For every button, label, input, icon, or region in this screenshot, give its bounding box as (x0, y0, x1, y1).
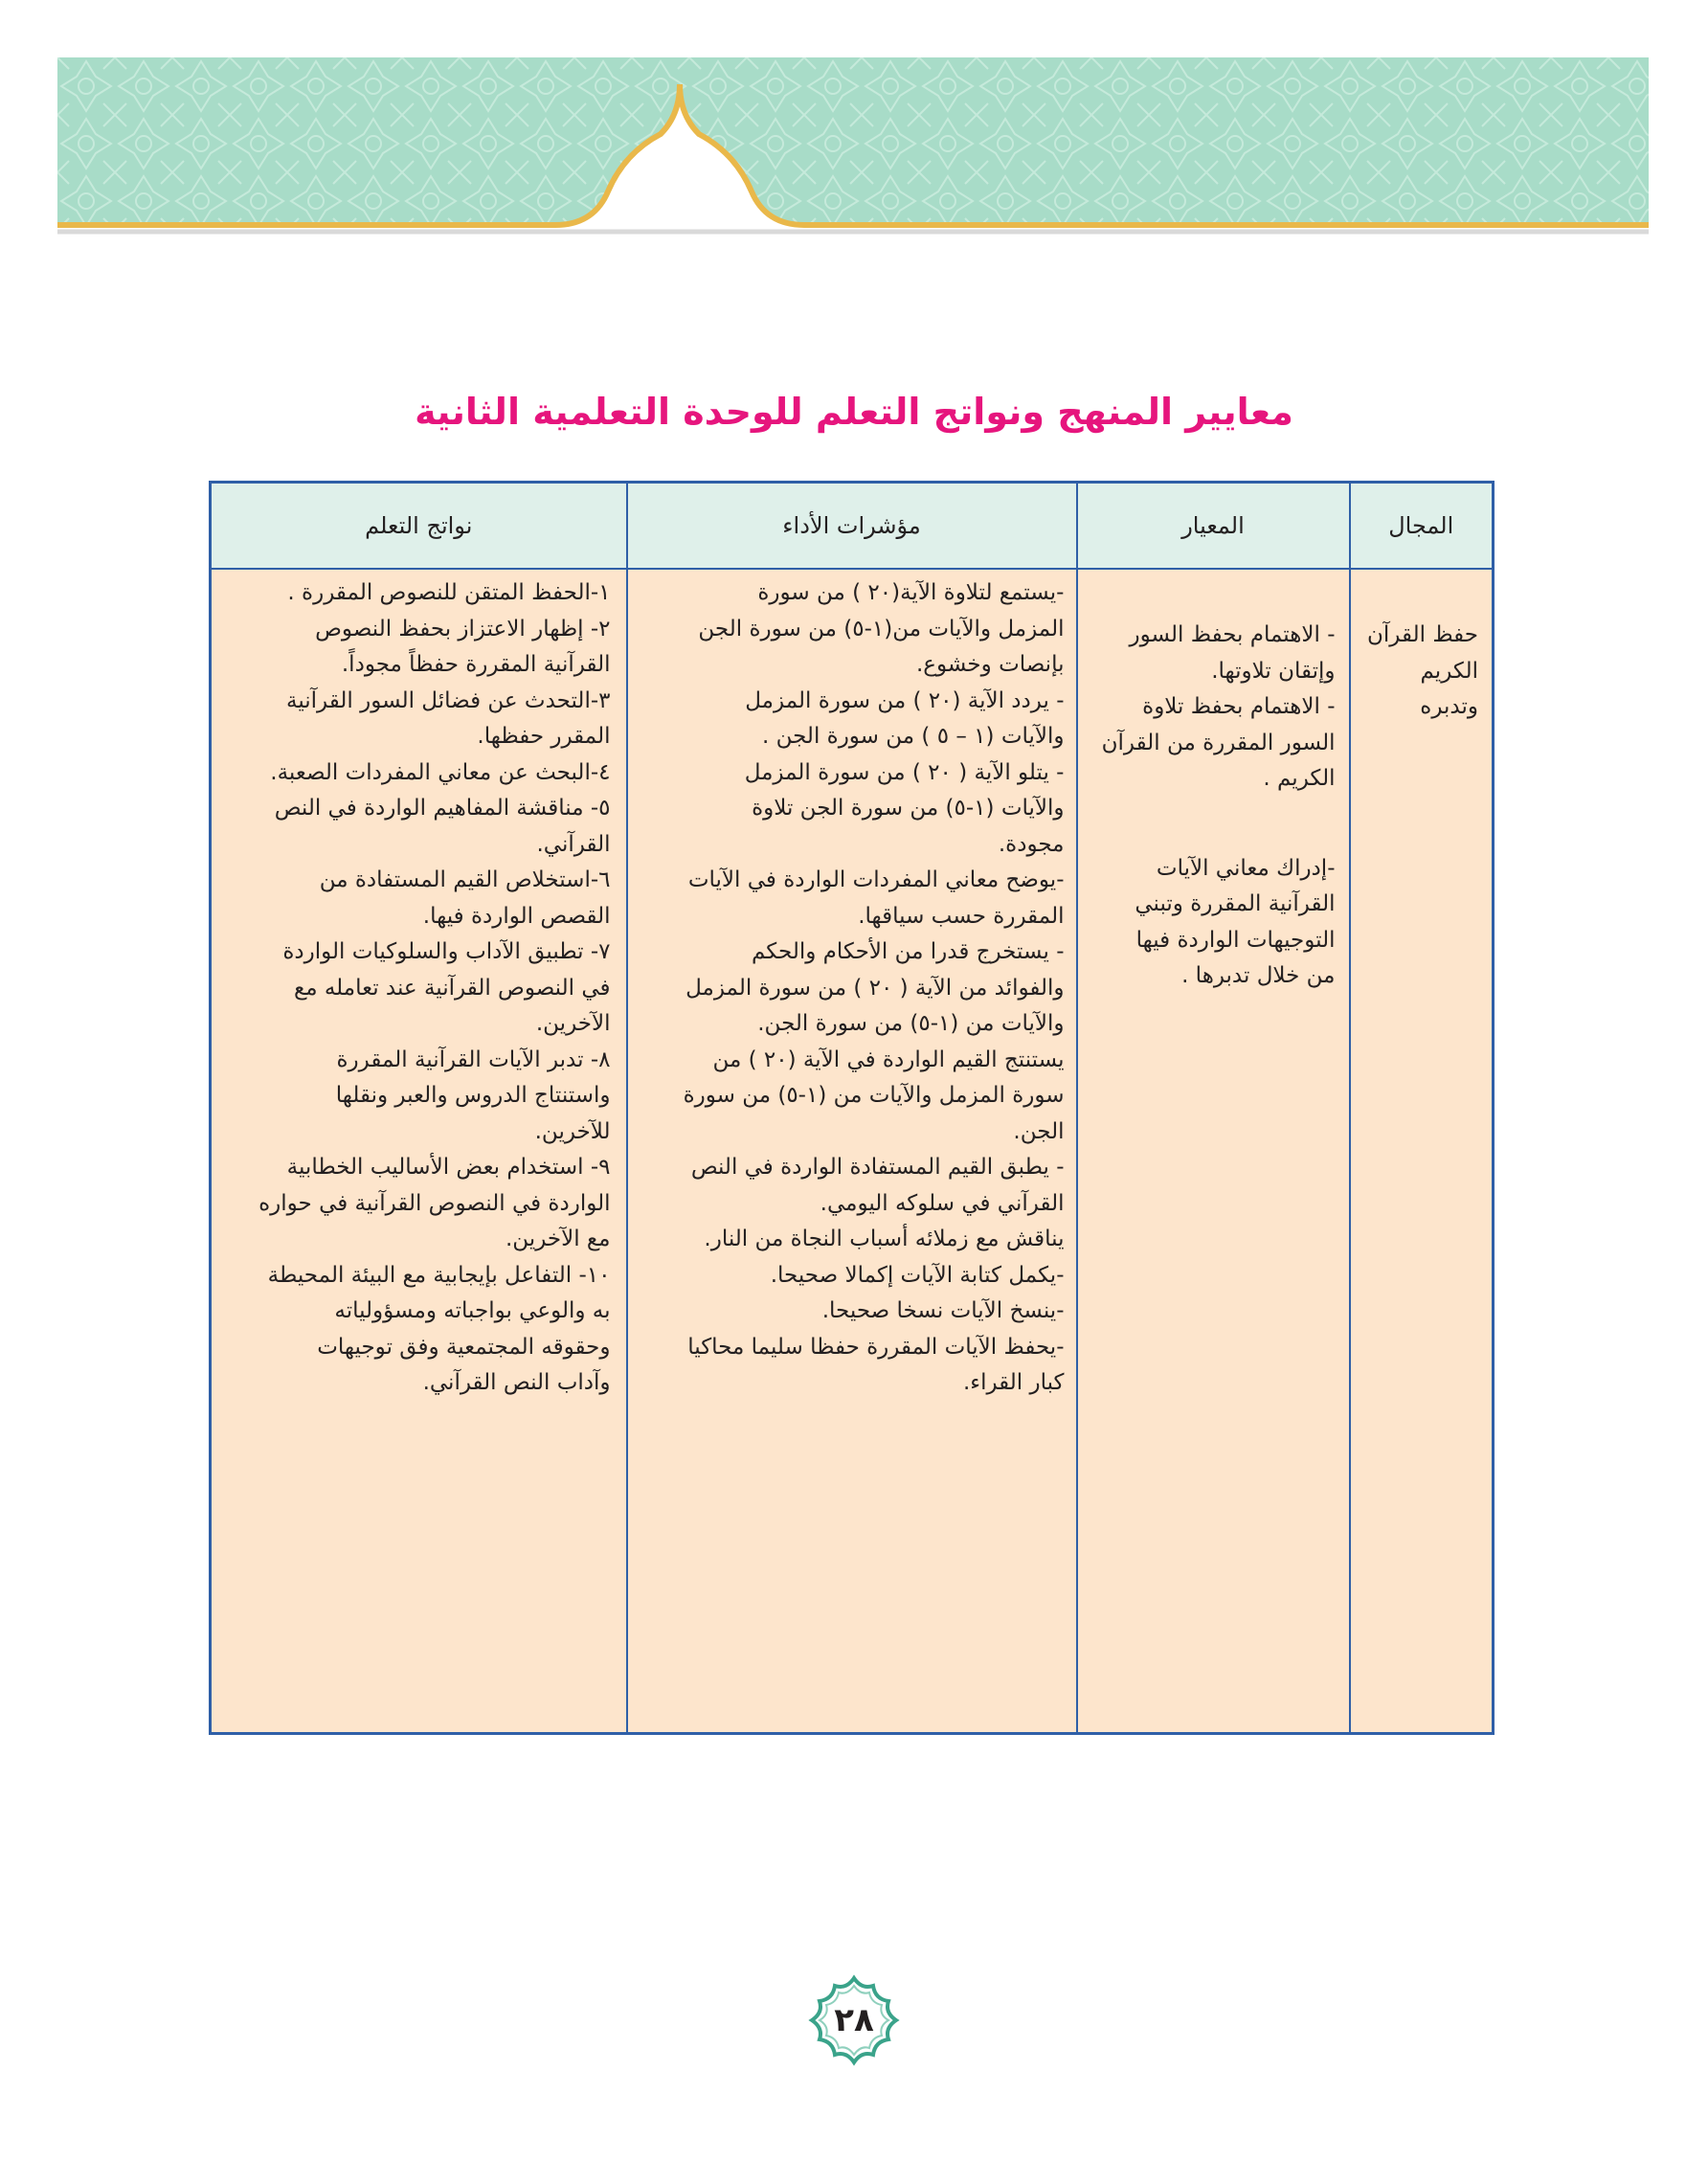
outcome-line: ٦-استخلاص القيم المستفادة من (319, 867, 611, 892)
indicator-line: والآيات من (١-٥) من سورة الجن. (757, 1011, 1065, 1036)
indicators-cell (627, 569, 1077, 1734)
outcome-line: المقرر حفظها. (477, 724, 611, 749)
outcome-line: القرآنية المقررة حفظاً مجوداً. (341, 652, 611, 677)
header-outcomes: نواتج التعلم (211, 483, 627, 570)
indicator-line: -يكمل كتابة الآيات إكمالا صحيحا. (770, 1262, 1065, 1288)
outcome-line: للآخرين. (534, 1118, 611, 1144)
indicator-line: بإنصات وخشوع. (916, 652, 1065, 677)
header-indicators: مؤشرات الأداء (627, 483, 1077, 570)
indicator-line: يناقش مع زملائه أسباب النجاة من النار. (704, 1227, 1065, 1251)
outcome-line: ١٠- التفاعل بإيجابية مع البيئة المحيطة (267, 1262, 611, 1288)
header-domain: المجال (1350, 483, 1494, 570)
indicator-line: والآيات (١ – ٥ ) من سورة الجن . (761, 724, 1065, 749)
indicator-line: المقررة حسب سياقها. (858, 903, 1065, 929)
domain-cell (1350, 569, 1494, 1734)
outcome-line: القصص الواردة فيها. (422, 903, 611, 929)
outcome-line: ٤-البحث عن معاني المفردات الصعبة. (270, 759, 611, 785)
outcome-line: ٩- استخدام بعض الأساليب الخطابية (286, 1155, 611, 1180)
outcome-line: ٢- إظهار الاعتزاز بحفظ النصوص (315, 616, 611, 642)
indicator-line: المزمل والآيات من(١-٥) من سورة الجن (698, 616, 1065, 642)
outcome-line: الواردة في النصوص القرآنية في حواره (258, 1190, 611, 1216)
standard-cell (1077, 569, 1350, 1734)
standard-line: وإتقان تلاوتها. (1211, 658, 1336, 684)
outcome-line: وحقوقه المجتمعية وفق توجيهات (317, 1334, 611, 1360)
standard-line: من خلال تدبرها . (1181, 963, 1336, 988)
header-banner (57, 57, 1649, 239)
standard-line: -إدراك معاني الآيات (1156, 855, 1336, 881)
outcome-line: ٥- مناقشة المفاهيم الواردة في النص (274, 796, 611, 821)
outcome-line: واستنتاج الدروس والعبر ونقلها (335, 1083, 611, 1108)
page-number-badge (806, 1972, 902, 2068)
page-title: معايير المنهج ونواتج التعلم للوحدة التعلمية الثانية (415, 391, 1293, 433)
indicator-line: - يطبق القيم المستفادة الواردة في النص (690, 1155, 1065, 1180)
indicator-line: -يحفظ الآيات المقررة حفظا سليما محاكيا (687, 1334, 1065, 1360)
indicator-line: مجودة. (998, 831, 1065, 857)
indicator-line: سورة المزمل والآيات من (١-٥) من سورة (683, 1083, 1065, 1108)
indicator-line: القرآني في سلوكه اليومي. (820, 1190, 1065, 1216)
banner-ornament (57, 57, 1649, 239)
standard-line: الكريم . (1263, 766, 1336, 791)
outcome-line: مع الآخرين. (505, 1227, 611, 1251)
standard-line: السور المقررة من القرآن (1101, 730, 1336, 755)
indicator-line: -يوضح معاني المفردات الواردة في الآيات (687, 867, 1065, 892)
outcome-line: الآخرين. (535, 1011, 611, 1036)
standard-line: - الاهتمام بحفظ تلاوة (1142, 694, 1336, 719)
outcome-line: وآداب النص القرآني. (422, 1370, 611, 1395)
standard-line: التوجيهات الواردة فيها (1135, 927, 1336, 953)
standard-line: القرآنية المقررة وتبني (1135, 891, 1336, 916)
indicator-line: - يتلو الآية ( ٢٠ ) من سورة المزمل (744, 759, 1065, 785)
indicator-line: يستنتج القيم الواردة في الآية (٢٠ ) من (712, 1047, 1065, 1072)
table-header-row (211, 483, 1494, 570)
outcome-line: ٣-التحدث عن فضائل السور القرآنية (285, 687, 611, 713)
outcome-line: ٨- تدبر الآيات القرآنية المقررة (336, 1047, 611, 1072)
standards-table (209, 481, 1494, 1735)
domain-line: الكريم (1420, 658, 1478, 684)
domain-line: حفظ القرآن (1367, 622, 1478, 647)
domain-line: وتدبره (1420, 694, 1478, 719)
indicator-line: الجن. (1013, 1118, 1065, 1144)
indicator-line: - يردد الآية (٢٠ ) من سورة المزمل (745, 687, 1065, 713)
header-standard: المعيار (1077, 483, 1350, 570)
standard-gap (1090, 798, 1336, 851)
indicator-line: كبار القراء. (962, 1370, 1065, 1395)
standard-line: - الاهتمام بحفظ السور (1129, 622, 1336, 647)
outcome-line: ١-الحفظ المتقن للنصوص المقررة . (287, 580, 611, 605)
indicator-line: -يستمع لتلاوة الآية(٢٠ ) من سورة (757, 580, 1065, 605)
indicator-line: والفوائد من الآية ( ٢٠ ) من سورة المزمل (685, 975, 1065, 1001)
outcome-line: ٧- تطبيق الآداب والسلوكيات الواردة (282, 939, 611, 964)
outcome-line: في النصوص القرآنية عند تعامله مع (293, 975, 611, 1001)
indicator-line: والآيات (١-٥) من سورة الجن تلاوة (752, 796, 1065, 821)
indicator-line: - يستخرج قدرا من الأحكام والحكم (751, 939, 1065, 964)
table-row (211, 569, 1494, 1734)
indicator-line: -ينسخ الآيات نسخا صحيحا. (821, 1298, 1065, 1323)
outcomes-cell (211, 569, 627, 1734)
outcome-line: القرآني. (536, 831, 611, 857)
outcome-line: به والوعي بواجباته ومسؤولياته (334, 1298, 611, 1323)
page-number: ٢٨ (834, 2001, 874, 2039)
